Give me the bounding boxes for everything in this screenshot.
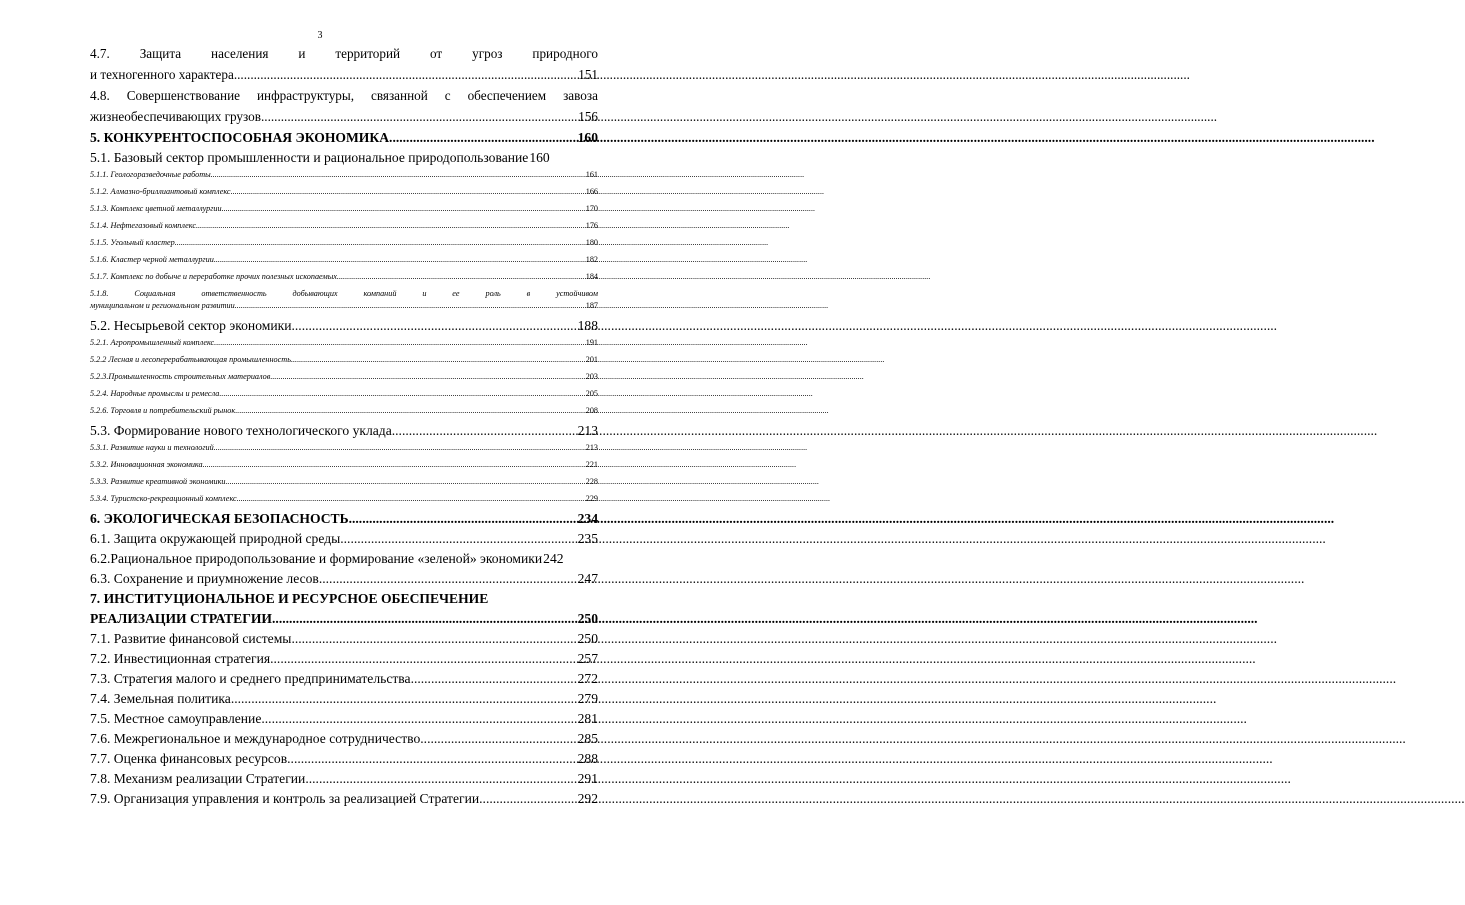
toc-section-7[interactable]: РЕАЛИЗАЦИИ СТРАТЕГИИ ..... 250: [90, 611, 598, 631]
toc-entry-6-1[interactable]: 6.1. Защита окружающей природной среды ..... 235: [90, 531, 598, 551]
toc-section-5[interactable]: 5. КОНКУРЕНТОСПОСОБНАЯ ЭКОНОМИКА ..... 160: [90, 130, 598, 150]
toc-entry-5-1-6[interactable]: 5.1.6. Кластер черной металлургии ..... 182: [90, 255, 598, 272]
toc-entry-6-3[interactable]: 6.3. Сохранение и приумножение лесов ..... 247: [90, 571, 598, 591]
toc-entry-5-1-2[interactable]: 5.1.2. Алмазно-бриллиантовый комплекс ..... 166: [90, 187, 598, 204]
toc-entry-6-2[interactable]: 6.2.Рациональное природопользование и формирование «зеленой» экономики 242: [90, 551, 564, 566]
toc-entry-5-3[interactable]: 5.3. Формирование нового технологического уклада ..... 213: [90, 423, 598, 443]
toc-entry-5-1-8-line1: 5.1.8. Социальная ответственность добывающих компаний и ее роль в устойчивом: [90, 289, 598, 298]
toc-entry-7-5[interactable]: 7.5. Местное самоуправление ..... 281: [90, 711, 598, 731]
toc-entry-5-2-2[interactable]: 5.2.2 Лесная и лесоперерабатывающая промышленность ..... 201: [90, 355, 598, 372]
toc-entry-5-3-4[interactable]: 5.3.4. Туристско-рекреационный комплекс ..... 229: [90, 494, 598, 511]
toc-entry-5-1-8[interactable]: муниципальном и региональном развитии ..... 187: [90, 301, 598, 318]
toc-entry-7-6[interactable]: 7.6. Межрегиональное и международное сотрудничество ..... 285: [90, 731, 598, 751]
toc-entry-5-2-6[interactable]: 5.2.6. Торговля и потребительский рынок ..... 208: [90, 406, 598, 423]
toc-entry-5-1-7[interactable]: 5.1.7. Комплекс по добыче и переработке прочих полезных ископаемых ..... 184: [90, 272, 598, 289]
toc-entry-7-2[interactable]: 7.2. Инвестиционная стратегия ..... 257: [90, 651, 598, 671]
toc-entry-5-1-3[interactable]: 5.1.3. Комплекс цветной металлургии ..... 170: [90, 204, 598, 221]
toc-entry-5-2[interactable]: 5.2. Несырьевой сектор экономики ..... 188: [90, 318, 598, 338]
toc-entry-5-2-1[interactable]: 5.2.1. Агропромышленный комплекс ..... 191: [90, 338, 598, 355]
toc-entry-5-3-1[interactable]: 5.3.1. Развитие науки и технологий ..... 213: [90, 443, 598, 460]
toc-entry-7-9[interactable]: 7.9. Организация управления и контроль за реализацией Стратегии ..... 292: [90, 791, 598, 811]
toc-entry-4-8[interactable]: жизнеобеспечивающих грузов ..... 156: [90, 109, 598, 130]
toc-entry-7-4[interactable]: 7.4. Земельная политика ..... 279: [90, 691, 598, 711]
toc-entry-5-1[interactable]: 5.1. Базовый сектор промышленности и рациональное природопользование 160: [90, 150, 550, 165]
toc-section-6[interactable]: 6. ЭКОЛОГИЧЕСКАЯ БЕЗОПАСНОСТЬ ..... 234: [90, 511, 598, 531]
toc-entry-4-8-line1: 4.8. Совершенствование инфраструктуры, связанной с обеспечением завоза: [90, 88, 598, 103]
toc-entry-5-1-4[interactable]: 5.1.4. Нефтегазовый комплекс ..... 176: [90, 221, 598, 238]
toc-section-7-line1: 7. ИНСТИТУЦИОНАЛЬНОЕ И РЕСУРСНОЕ ОБЕСПЕЧЕНИЕ: [90, 591, 489, 606]
toc-entry-4-7-line1: 4.7. Защита населения и территорий от угроз природного: [90, 46, 598, 61]
toc-entry-5-3-2[interactable]: 5.3.2. Инновационная экономика ..... 221: [90, 460, 598, 477]
toc-entry-7-3[interactable]: 7.3. Стратегия малого и среднего предпринимательства ..... 272: [90, 671, 598, 691]
toc-entry-5-2-3[interactable]: 5.2.3.Промышленность строительных материалов ..... 203: [90, 372, 598, 389]
toc-entry-7-8[interactable]: 7.8. Механизм реализации Стратегии ..... 291: [90, 771, 598, 791]
table-of-contents: [90, 46, 598, 811]
toc-entry-5-2-4[interactable]: 5.2.4. Народные промыслы и ремесла ..... 205: [90, 389, 598, 406]
toc-entry-7-1[interactable]: 7.1. Развитие финансовой системы ..... 250: [90, 631, 598, 651]
toc-entry-5-1-5[interactable]: 5.1.5. Угольный кластер ..... 180: [90, 238, 598, 255]
toc-entry-7-7[interactable]: 7.7. Оценка финансовых ресурсов ..... 288: [90, 751, 598, 771]
toc-entry-5-1-1[interactable]: 5.1.1. Геологоразведочные работы ..... 161: [90, 170, 598, 187]
toc-entry-4-7[interactable]: и техногенного характера ..... 151: [90, 67, 598, 88]
toc-entry-5-3-3[interactable]: 5.3.3. Развитие креативной экономики ..... 228: [90, 477, 598, 494]
page-number: 3: [317, 30, 323, 41]
